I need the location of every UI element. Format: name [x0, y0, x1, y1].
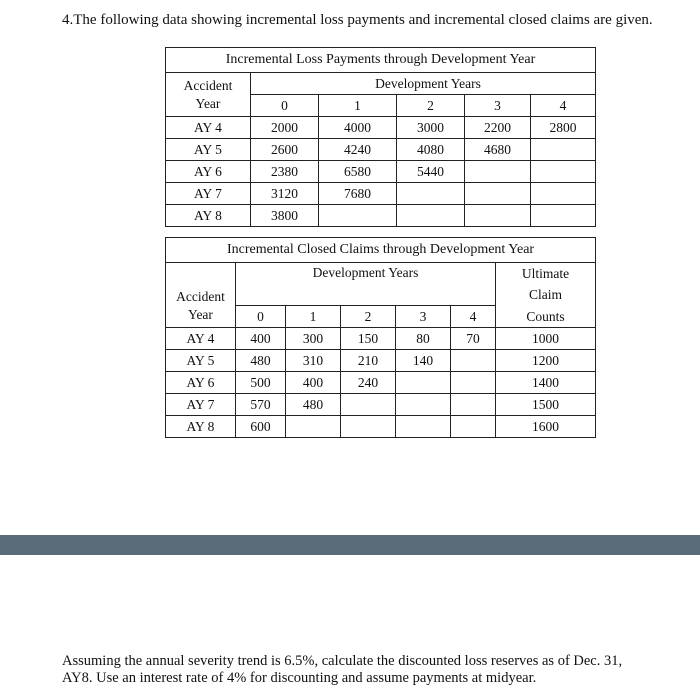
ultimate-count: 1200: [496, 350, 596, 372]
cell: 300: [286, 328, 341, 350]
cell: [451, 372, 496, 394]
closed-claims-table: [165, 237, 596, 438]
cell: 2600: [251, 139, 319, 161]
dev-years-header: Development Years: [236, 263, 496, 285]
cell: 240: [341, 372, 396, 394]
cell: [531, 205, 596, 227]
cell: [397, 205, 465, 227]
cell: 480: [236, 350, 286, 372]
cell: 400: [236, 328, 286, 350]
cell: 2200: [465, 117, 531, 139]
footer-instructions: [62, 653, 662, 687]
accident-year: AY 4: [166, 117, 251, 139]
accident-year: AY 7: [166, 183, 251, 205]
cell: [451, 350, 496, 372]
accident-year: AY 7: [166, 394, 236, 416]
ultimate-count: 1000: [496, 328, 596, 350]
cell: 5440: [397, 161, 465, 183]
dev-year-col: 0: [236, 306, 286, 328]
cell: 70: [451, 328, 496, 350]
accident-header-blank: [166, 263, 236, 285]
dev-year-col: 2: [397, 95, 465, 117]
dev-year-col: 1: [319, 95, 397, 117]
ultimate-count: 1500: [496, 394, 596, 416]
cell: 3800: [251, 205, 319, 227]
footer-line-1: Assuming the annual severity trend is 6.5%, calculate the discounted loss reserves as of Dec. 31,: [62, 653, 623, 669]
cell: 480: [286, 394, 341, 416]
cell: 4000: [319, 117, 397, 139]
accident-year: AY 6: [166, 372, 236, 394]
table-row: [166, 139, 596, 161]
cell: [396, 372, 451, 394]
table-row: [166, 205, 596, 227]
cell: [341, 416, 396, 438]
cell: 80: [396, 328, 451, 350]
table-row: [166, 161, 596, 183]
table-row: [166, 328, 596, 350]
accident-year: AY 8: [166, 205, 251, 227]
cell: [286, 416, 341, 438]
accident-year: AY 5: [166, 139, 251, 161]
table-row: [166, 350, 596, 372]
footer-line-2: AY8. Use an interest rate of 4% for discounting and assume payments at midyear.: [62, 670, 537, 686]
cell: [451, 416, 496, 438]
ultimate-header-3: Counts: [496, 306, 596, 328]
cell: 600: [236, 416, 286, 438]
cell: [319, 205, 397, 227]
cell: 4680: [465, 139, 531, 161]
cell: 6580: [319, 161, 397, 183]
cell: [531, 183, 596, 205]
ultimate-header-1: Ultimate: [496, 263, 596, 285]
ultimate-header-2: Claim: [496, 284, 596, 306]
dev-years-spacer: [236, 284, 496, 306]
table-row: [166, 416, 596, 438]
dev-year-col: 4: [531, 95, 596, 117]
accident-header-1: Accident: [166, 73, 251, 95]
accident-year: AY 4: [166, 328, 236, 350]
dev-years-header: Development Years: [251, 73, 596, 95]
accident-header-2: Year: [166, 95, 251, 117]
cell: 7680: [319, 183, 397, 205]
question-text: 4.The following data showing incremental loss payments and incremental closed claims are given.: [62, 12, 653, 28]
cell: 4240: [319, 139, 397, 161]
cell: 310: [286, 350, 341, 372]
section-divider: [0, 535, 700, 555]
cell: 3120: [251, 183, 319, 205]
table-row: [166, 183, 596, 205]
cell: [531, 139, 596, 161]
accident-header-1: Accident: [166, 284, 236, 306]
dev-year-col: 0: [251, 95, 319, 117]
loss-table-title: Incremental Loss Payments through Development Year: [166, 48, 596, 73]
cell: [531, 161, 596, 183]
cell: 210: [341, 350, 396, 372]
claims-table-title: Incremental Closed Claims through Development Year: [166, 238, 596, 263]
table-row: [166, 394, 596, 416]
dev-year-col: 4: [451, 306, 496, 328]
cell: [341, 394, 396, 416]
table-row: [166, 372, 596, 394]
loss-payments-table: [165, 47, 596, 227]
accident-year: AY 5: [166, 350, 236, 372]
cell: 3000: [397, 117, 465, 139]
cell: [465, 205, 531, 227]
cell: 570: [236, 394, 286, 416]
dev-year-col: 2: [341, 306, 396, 328]
cell: [451, 394, 496, 416]
accident-header-2: Year: [166, 306, 236, 328]
cell: 2000: [251, 117, 319, 139]
cell: 400: [286, 372, 341, 394]
cell: [396, 394, 451, 416]
cell: 2380: [251, 161, 319, 183]
cell: 140: [396, 350, 451, 372]
cell: 4080: [397, 139, 465, 161]
cell: 500: [236, 372, 286, 394]
ultimate-count: 1400: [496, 372, 596, 394]
ultimate-count: 1600: [496, 416, 596, 438]
cell: 150: [341, 328, 396, 350]
cell: [465, 161, 531, 183]
cell: [397, 183, 465, 205]
dev-year-col: 1: [286, 306, 341, 328]
accident-year: AY 8: [166, 416, 236, 438]
dev-year-col: 3: [465, 95, 531, 117]
cell: [465, 183, 531, 205]
cell: [396, 416, 451, 438]
table-row: [166, 117, 596, 139]
dev-year-col: 3: [396, 306, 451, 328]
cell: 2800: [531, 117, 596, 139]
accident-year: AY 6: [166, 161, 251, 183]
